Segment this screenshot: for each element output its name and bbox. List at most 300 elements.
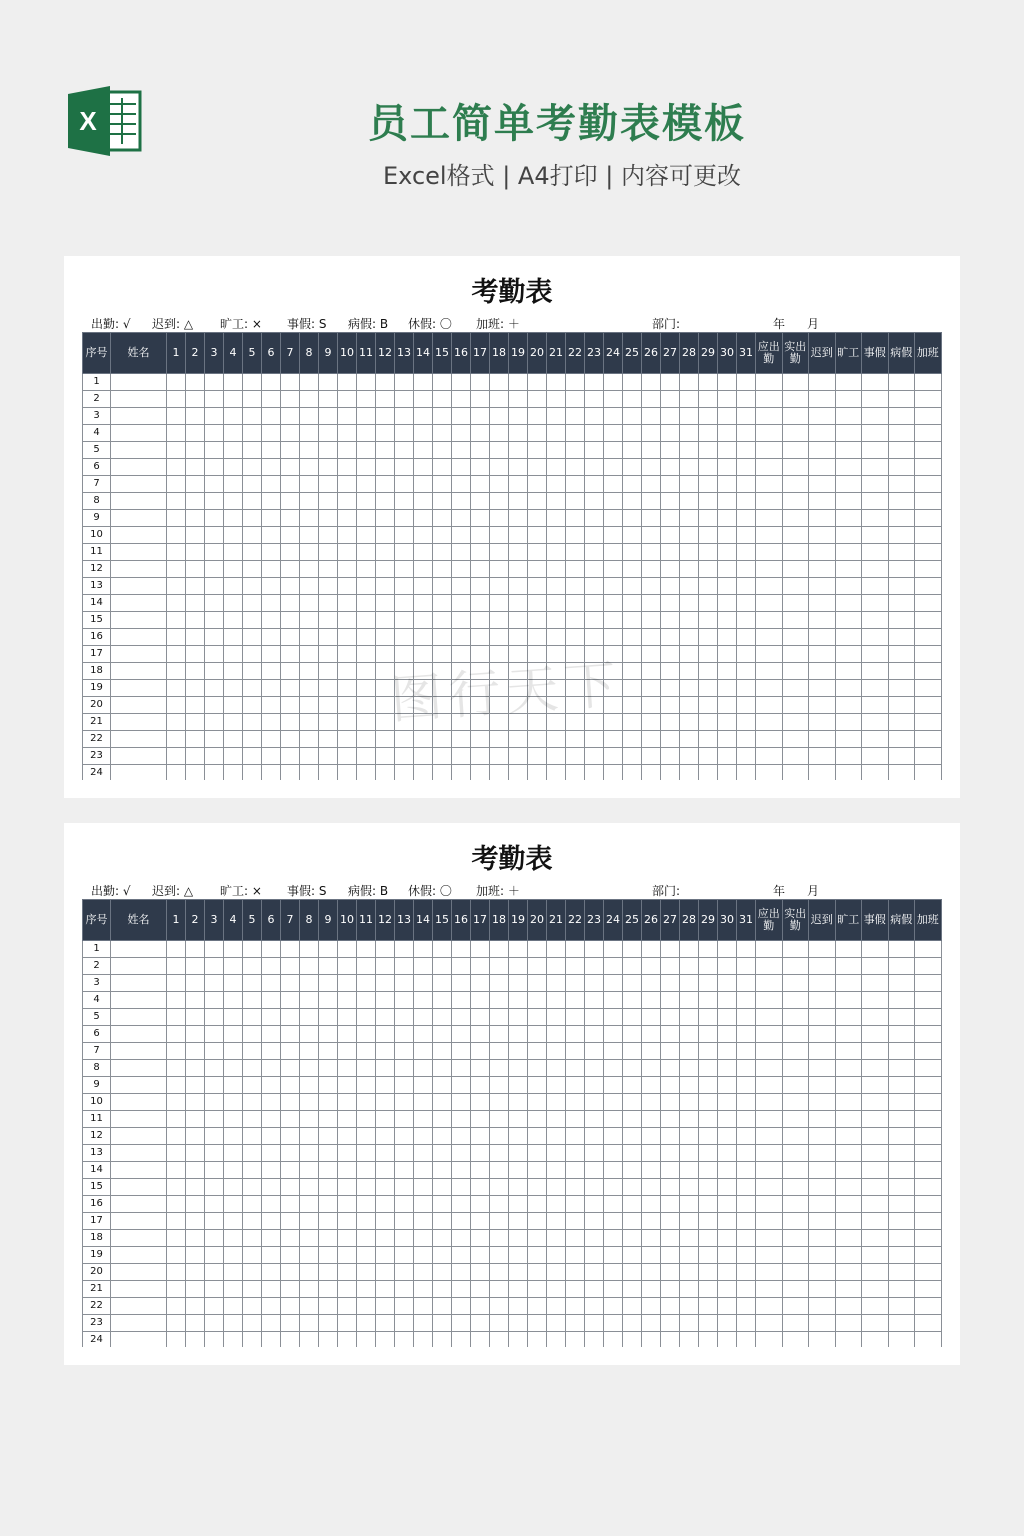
attendance-cell[interactable] <box>547 1077 566 1094</box>
name-cell[interactable] <box>111 1230 167 1247</box>
attendance-cell[interactable] <box>243 629 262 646</box>
attendance-cell[interactable] <box>718 1162 737 1179</box>
attendance-cell[interactable] <box>528 612 547 629</box>
attendance-cell[interactable] <box>528 527 547 544</box>
attendance-cell[interactable] <box>471 1315 490 1332</box>
attendance-cell[interactable] <box>509 975 528 992</box>
attendance-cell[interactable] <box>623 1298 642 1315</box>
attendance-cell[interactable] <box>376 510 395 527</box>
attendance-cell[interactable] <box>528 1281 547 1298</box>
attendance-cell[interactable] <box>471 975 490 992</box>
attendance-cell[interactable] <box>782 391 809 408</box>
attendance-cell[interactable] <box>338 391 357 408</box>
attendance-cell[interactable] <box>357 493 376 510</box>
attendance-cell[interactable] <box>262 1094 281 1111</box>
attendance-cell[interactable] <box>414 425 433 442</box>
attendance-cell[interactable] <box>604 1043 623 1060</box>
attendance-cell[interactable] <box>862 1128 889 1145</box>
attendance-cell[interactable] <box>566 544 585 561</box>
attendance-cell[interactable] <box>262 459 281 476</box>
attendance-cell[interactable] <box>414 1247 433 1264</box>
attendance-cell[interactable] <box>186 459 205 476</box>
attendance-cell[interactable] <box>414 391 433 408</box>
attendance-cell[interactable] <box>718 1230 737 1247</box>
attendance-cell[interactable] <box>528 374 547 391</box>
attendance-cell[interactable] <box>835 374 862 391</box>
attendance-cell[interactable] <box>262 1077 281 1094</box>
attendance-cell[interactable] <box>167 941 186 958</box>
attendance-cell[interactable] <box>262 1315 281 1332</box>
attendance-cell[interactable] <box>490 1128 509 1145</box>
attendance-cell[interactable] <box>509 544 528 561</box>
attendance-cell[interactable] <box>585 408 604 425</box>
attendance-cell[interactable] <box>718 1315 737 1332</box>
attendance-cell[interactable] <box>680 1094 699 1111</box>
attendance-cell[interactable] <box>835 1264 862 1281</box>
attendance-cell[interactable] <box>490 1264 509 1281</box>
name-cell[interactable] <box>111 629 167 646</box>
attendance-cell[interactable] <box>338 1162 357 1179</box>
attendance-cell[interactable] <box>357 680 376 697</box>
attendance-cell[interactable] <box>395 1332 414 1348</box>
attendance-cell[interactable] <box>338 663 357 680</box>
attendance-cell[interactable] <box>566 958 585 975</box>
attendance-cell[interactable] <box>661 697 680 714</box>
attendance-cell[interactable] <box>585 731 604 748</box>
attendance-cell[interactable] <box>680 561 699 578</box>
attendance-cell[interactable] <box>862 1264 889 1281</box>
attendance-cell[interactable] <box>809 1111 836 1128</box>
attendance-cell[interactable] <box>604 1247 623 1264</box>
attendance-cell[interactable] <box>809 595 836 612</box>
attendance-cell[interactable] <box>300 391 319 408</box>
attendance-cell[interactable] <box>585 459 604 476</box>
attendance-cell[interactable] <box>262 527 281 544</box>
attendance-cell[interactable] <box>737 578 756 595</box>
attendance-cell[interactable] <box>835 680 862 697</box>
attendance-cell[interactable] <box>167 476 186 493</box>
attendance-cell[interactable] <box>186 391 205 408</box>
attendance-cell[interactable] <box>376 1264 395 1281</box>
attendance-cell[interactable] <box>186 561 205 578</box>
attendance-cell[interactable] <box>642 510 661 527</box>
attendance-cell[interactable] <box>281 442 300 459</box>
attendance-cell[interactable] <box>642 748 661 765</box>
attendance-cell[interactable] <box>490 1026 509 1043</box>
attendance-cell[interactable] <box>718 1179 737 1196</box>
attendance-cell[interactable] <box>680 527 699 544</box>
attendance-cell[interactable] <box>623 391 642 408</box>
attendance-cell[interactable] <box>862 975 889 992</box>
attendance-cell[interactable] <box>414 1060 433 1077</box>
attendance-cell[interactable] <box>414 442 433 459</box>
name-cell[interactable] <box>111 680 167 697</box>
attendance-cell[interactable] <box>585 1230 604 1247</box>
attendance-cell[interactable] <box>205 561 224 578</box>
attendance-cell[interactable] <box>395 1281 414 1298</box>
attendance-cell[interactable] <box>862 1043 889 1060</box>
attendance-cell[interactable] <box>782 578 809 595</box>
attendance-cell[interactable] <box>604 1179 623 1196</box>
attendance-cell[interactable] <box>585 1145 604 1162</box>
attendance-cell[interactable] <box>862 1179 889 1196</box>
attendance-cell[interactable] <box>395 1179 414 1196</box>
attendance-cell[interactable] <box>300 1247 319 1264</box>
attendance-cell[interactable] <box>528 1077 547 1094</box>
attendance-cell[interactable] <box>862 629 889 646</box>
attendance-cell[interactable] <box>699 1298 718 1315</box>
attendance-cell[interactable] <box>300 629 319 646</box>
attendance-cell[interactable] <box>585 425 604 442</box>
attendance-cell[interactable] <box>915 612 942 629</box>
attendance-cell[interactable] <box>604 1332 623 1348</box>
attendance-cell[interactable] <box>376 1111 395 1128</box>
attendance-cell[interactable] <box>281 1230 300 1247</box>
attendance-cell[interactable] <box>452 1247 471 1264</box>
attendance-cell[interactable] <box>737 1162 756 1179</box>
attendance-cell[interactable] <box>737 1077 756 1094</box>
attendance-cell[interactable] <box>167 1162 186 1179</box>
attendance-cell[interactable] <box>585 1298 604 1315</box>
attendance-cell[interactable] <box>642 1281 661 1298</box>
attendance-cell[interactable] <box>680 1128 699 1145</box>
attendance-cell[interactable] <box>547 612 566 629</box>
attendance-cell[interactable] <box>699 731 718 748</box>
attendance-cell[interactable] <box>680 975 699 992</box>
attendance-cell[interactable] <box>319 941 338 958</box>
attendance-cell[interactable] <box>718 958 737 975</box>
attendance-cell[interactable] <box>490 442 509 459</box>
attendance-cell[interactable] <box>262 975 281 992</box>
attendance-cell[interactable] <box>471 1213 490 1230</box>
attendance-cell[interactable] <box>395 374 414 391</box>
attendance-cell[interactable] <box>205 1162 224 1179</box>
attendance-cell[interactable] <box>509 748 528 765</box>
attendance-cell[interactable] <box>566 527 585 544</box>
attendance-cell[interactable] <box>915 629 942 646</box>
attendance-cell[interactable] <box>737 1230 756 1247</box>
attendance-cell[interactable] <box>623 958 642 975</box>
attendance-cell[interactable] <box>718 629 737 646</box>
attendance-cell[interactable] <box>167 1094 186 1111</box>
attendance-cell[interactable] <box>547 1111 566 1128</box>
attendance-cell[interactable] <box>782 680 809 697</box>
attendance-cell[interactable] <box>835 493 862 510</box>
attendance-cell[interactable] <box>604 1094 623 1111</box>
attendance-cell[interactable] <box>756 958 783 975</box>
attendance-cell[interactable] <box>782 1230 809 1247</box>
attendance-cell[interactable] <box>623 527 642 544</box>
attendance-cell[interactable] <box>281 992 300 1009</box>
attendance-cell[interactable] <box>566 1128 585 1145</box>
attendance-cell[interactable] <box>642 1332 661 1348</box>
attendance-cell[interactable] <box>661 992 680 1009</box>
attendance-cell[interactable] <box>623 493 642 510</box>
attendance-cell[interactable] <box>205 1111 224 1128</box>
attendance-cell[interactable] <box>319 1196 338 1213</box>
attendance-cell[interactable] <box>642 680 661 697</box>
attendance-cell[interactable] <box>509 1128 528 1145</box>
attendance-cell[interactable] <box>243 1213 262 1230</box>
attendance-cell[interactable] <box>490 578 509 595</box>
attendance-cell[interactable] <box>319 1128 338 1145</box>
attendance-cell[interactable] <box>642 459 661 476</box>
attendance-cell[interactable] <box>862 544 889 561</box>
attendance-cell[interactable] <box>547 1247 566 1264</box>
attendance-cell[interactable] <box>205 425 224 442</box>
attendance-cell[interactable] <box>809 1009 836 1026</box>
attendance-cell[interactable] <box>186 646 205 663</box>
attendance-cell[interactable] <box>433 425 452 442</box>
attendance-cell[interactable] <box>338 1145 357 1162</box>
attendance-cell[interactable] <box>585 1332 604 1348</box>
attendance-cell[interactable] <box>224 1111 243 1128</box>
attendance-cell[interactable] <box>395 493 414 510</box>
attendance-cell[interactable] <box>243 1264 262 1281</box>
attendance-cell[interactable] <box>680 493 699 510</box>
attendance-cell[interactable] <box>224 680 243 697</box>
attendance-cell[interactable] <box>376 1009 395 1026</box>
attendance-cell[interactable] <box>414 1213 433 1230</box>
attendance-cell[interactable] <box>490 561 509 578</box>
attendance-cell[interactable] <box>167 561 186 578</box>
attendance-cell[interactable] <box>566 1179 585 1196</box>
name-cell[interactable] <box>111 1298 167 1315</box>
attendance-cell[interactable] <box>642 731 661 748</box>
attendance-cell[interactable] <box>167 646 186 663</box>
attendance-cell[interactable] <box>888 1009 915 1026</box>
attendance-cell[interactable] <box>338 442 357 459</box>
attendance-cell[interactable] <box>661 459 680 476</box>
attendance-cell[interactable] <box>585 1281 604 1298</box>
attendance-cell[interactable] <box>737 1111 756 1128</box>
attendance-cell[interactable] <box>718 1298 737 1315</box>
attendance-cell[interactable] <box>300 748 319 765</box>
attendance-cell[interactable] <box>756 1298 783 1315</box>
attendance-cell[interactable] <box>680 629 699 646</box>
attendance-cell[interactable] <box>414 408 433 425</box>
attendance-cell[interactable] <box>490 612 509 629</box>
attendance-cell[interactable] <box>699 1196 718 1213</box>
attendance-cell[interactable] <box>281 1247 300 1264</box>
attendance-cell[interactable] <box>623 765 642 781</box>
attendance-cell[interactable] <box>835 1315 862 1332</box>
attendance-cell[interactable] <box>186 476 205 493</box>
attendance-cell[interactable] <box>224 1060 243 1077</box>
attendance-cell[interactable] <box>835 442 862 459</box>
attendance-cell[interactable] <box>281 1026 300 1043</box>
attendance-cell[interactable] <box>186 442 205 459</box>
attendance-cell[interactable] <box>718 1111 737 1128</box>
attendance-cell[interactable] <box>243 1060 262 1077</box>
attendance-cell[interactable] <box>224 1145 243 1162</box>
attendance-cell[interactable] <box>167 1298 186 1315</box>
attendance-cell[interactable] <box>376 1145 395 1162</box>
attendance-cell[interactable] <box>186 1077 205 1094</box>
attendance-cell[interactable] <box>604 731 623 748</box>
attendance-cell[interactable] <box>490 1162 509 1179</box>
attendance-cell[interactable] <box>300 714 319 731</box>
attendance-cell[interactable] <box>300 1179 319 1196</box>
attendance-cell[interactable] <box>509 595 528 612</box>
attendance-cell[interactable] <box>262 731 281 748</box>
attendance-cell[interactable] <box>661 1247 680 1264</box>
attendance-cell[interactable] <box>915 1247 942 1264</box>
attendance-cell[interactable] <box>888 646 915 663</box>
attendance-cell[interactable] <box>433 1026 452 1043</box>
attendance-cell[interactable] <box>862 1298 889 1315</box>
attendance-cell[interactable] <box>262 510 281 527</box>
attendance-cell[interactable] <box>167 1145 186 1162</box>
attendance-cell[interactable] <box>642 1179 661 1196</box>
attendance-cell[interactable] <box>547 1179 566 1196</box>
attendance-cell[interactable] <box>809 1077 836 1094</box>
attendance-cell[interactable] <box>737 1247 756 1264</box>
attendance-cell[interactable] <box>623 612 642 629</box>
attendance-cell[interactable] <box>547 1315 566 1332</box>
attendance-cell[interactable] <box>433 1230 452 1247</box>
attendance-cell[interactable] <box>338 1332 357 1348</box>
attendance-cell[interactable] <box>809 1179 836 1196</box>
name-cell[interactable] <box>111 595 167 612</box>
attendance-cell[interactable] <box>319 1281 338 1298</box>
attendance-cell[interactable] <box>623 1009 642 1026</box>
attendance-cell[interactable] <box>395 391 414 408</box>
attendance-cell[interactable] <box>509 476 528 493</box>
attendance-cell[interactable] <box>718 992 737 1009</box>
attendance-cell[interactable] <box>756 578 783 595</box>
attendance-cell[interactable] <box>604 1213 623 1230</box>
attendance-cell[interactable] <box>699 1094 718 1111</box>
attendance-cell[interactable] <box>862 663 889 680</box>
attendance-cell[interactable] <box>680 1247 699 1264</box>
attendance-cell[interactable] <box>395 992 414 1009</box>
attendance-cell[interactable] <box>782 476 809 493</box>
attendance-cell[interactable] <box>915 476 942 493</box>
attendance-cell[interactable] <box>756 748 783 765</box>
attendance-cell[interactable] <box>224 1332 243 1348</box>
attendance-cell[interactable] <box>452 527 471 544</box>
name-cell[interactable] <box>111 1111 167 1128</box>
attendance-cell[interactable] <box>718 1094 737 1111</box>
attendance-cell[interactable] <box>167 408 186 425</box>
attendance-cell[interactable] <box>782 374 809 391</box>
attendance-cell[interactable] <box>642 578 661 595</box>
attendance-cell[interactable] <box>835 748 862 765</box>
attendance-cell[interactable] <box>281 1179 300 1196</box>
attendance-cell[interactable] <box>376 748 395 765</box>
attendance-cell[interactable] <box>395 958 414 975</box>
attendance-cell[interactable] <box>699 408 718 425</box>
attendance-cell[interactable] <box>281 1162 300 1179</box>
attendance-cell[interactable] <box>915 1077 942 1094</box>
attendance-cell[interactable] <box>862 1026 889 1043</box>
attendance-cell[interactable] <box>661 1264 680 1281</box>
attendance-cell[interactable] <box>452 1264 471 1281</box>
attendance-cell[interactable] <box>862 1315 889 1332</box>
attendance-cell[interactable] <box>699 527 718 544</box>
attendance-cell[interactable] <box>490 476 509 493</box>
attendance-cell[interactable] <box>835 1060 862 1077</box>
attendance-cell[interactable] <box>243 1196 262 1213</box>
attendance-cell[interactable] <box>547 595 566 612</box>
attendance-cell[interactable] <box>243 1145 262 1162</box>
attendance-cell[interactable] <box>319 527 338 544</box>
attendance-cell[interactable] <box>680 1196 699 1213</box>
attendance-cell[interactable] <box>433 1009 452 1026</box>
attendance-cell[interactable] <box>623 1264 642 1281</box>
attendance-cell[interactable] <box>300 578 319 595</box>
attendance-cell[interactable] <box>376 958 395 975</box>
attendance-cell[interactable] <box>835 941 862 958</box>
attendance-cell[interactable] <box>395 765 414 781</box>
attendance-cell[interactable] <box>547 425 566 442</box>
attendance-cell[interactable] <box>737 1060 756 1077</box>
attendance-cell[interactable] <box>835 765 862 781</box>
attendance-cell[interactable] <box>862 578 889 595</box>
attendance-cell[interactable] <box>566 425 585 442</box>
attendance-cell[interactable] <box>585 476 604 493</box>
attendance-cell[interactable] <box>186 1162 205 1179</box>
attendance-cell[interactable] <box>623 646 642 663</box>
attendance-cell[interactable] <box>509 1264 528 1281</box>
attendance-cell[interactable] <box>888 408 915 425</box>
attendance-cell[interactable] <box>528 1060 547 1077</box>
attendance-cell[interactable] <box>888 1128 915 1145</box>
attendance-cell[interactable] <box>585 391 604 408</box>
attendance-cell[interactable] <box>528 941 547 958</box>
attendance-cell[interactable] <box>224 1043 243 1060</box>
attendance-cell[interactable] <box>623 1332 642 1348</box>
attendance-cell[interactable] <box>319 510 338 527</box>
attendance-cell[interactable] <box>281 476 300 493</box>
attendance-cell[interactable] <box>915 1230 942 1247</box>
attendance-cell[interactable] <box>809 1043 836 1060</box>
attendance-cell[interactable] <box>835 459 862 476</box>
attendance-cell[interactable] <box>809 476 836 493</box>
attendance-cell[interactable] <box>915 1145 942 1162</box>
attendance-cell[interactable] <box>414 612 433 629</box>
attendance-cell[interactable] <box>528 1026 547 1043</box>
attendance-cell[interactable] <box>699 1077 718 1094</box>
attendance-cell[interactable] <box>433 765 452 781</box>
attendance-cell[interactable] <box>338 992 357 1009</box>
attendance-cell[interactable] <box>376 442 395 459</box>
attendance-cell[interactable] <box>414 748 433 765</box>
attendance-cell[interactable] <box>642 1026 661 1043</box>
attendance-cell[interactable] <box>566 1213 585 1230</box>
attendance-cell[interactable] <box>281 1281 300 1298</box>
attendance-cell[interactable] <box>509 1247 528 1264</box>
attendance-cell[interactable] <box>809 1094 836 1111</box>
attendance-cell[interactable] <box>414 527 433 544</box>
attendance-cell[interactable] <box>718 493 737 510</box>
attendance-cell[interactable] <box>756 425 783 442</box>
attendance-cell[interactable] <box>809 578 836 595</box>
attendance-cell[interactable] <box>661 1213 680 1230</box>
attendance-cell[interactable] <box>835 731 862 748</box>
name-cell[interactable] <box>111 765 167 781</box>
attendance-cell[interactable] <box>281 765 300 781</box>
name-cell[interactable] <box>111 1196 167 1213</box>
attendance-cell[interactable] <box>300 1026 319 1043</box>
attendance-cell[interactable] <box>300 975 319 992</box>
attendance-cell[interactable] <box>205 1077 224 1094</box>
attendance-cell[interactable] <box>782 1281 809 1298</box>
attendance-cell[interactable] <box>243 1179 262 1196</box>
attendance-cell[interactable] <box>319 680 338 697</box>
attendance-cell[interactable] <box>915 1060 942 1077</box>
